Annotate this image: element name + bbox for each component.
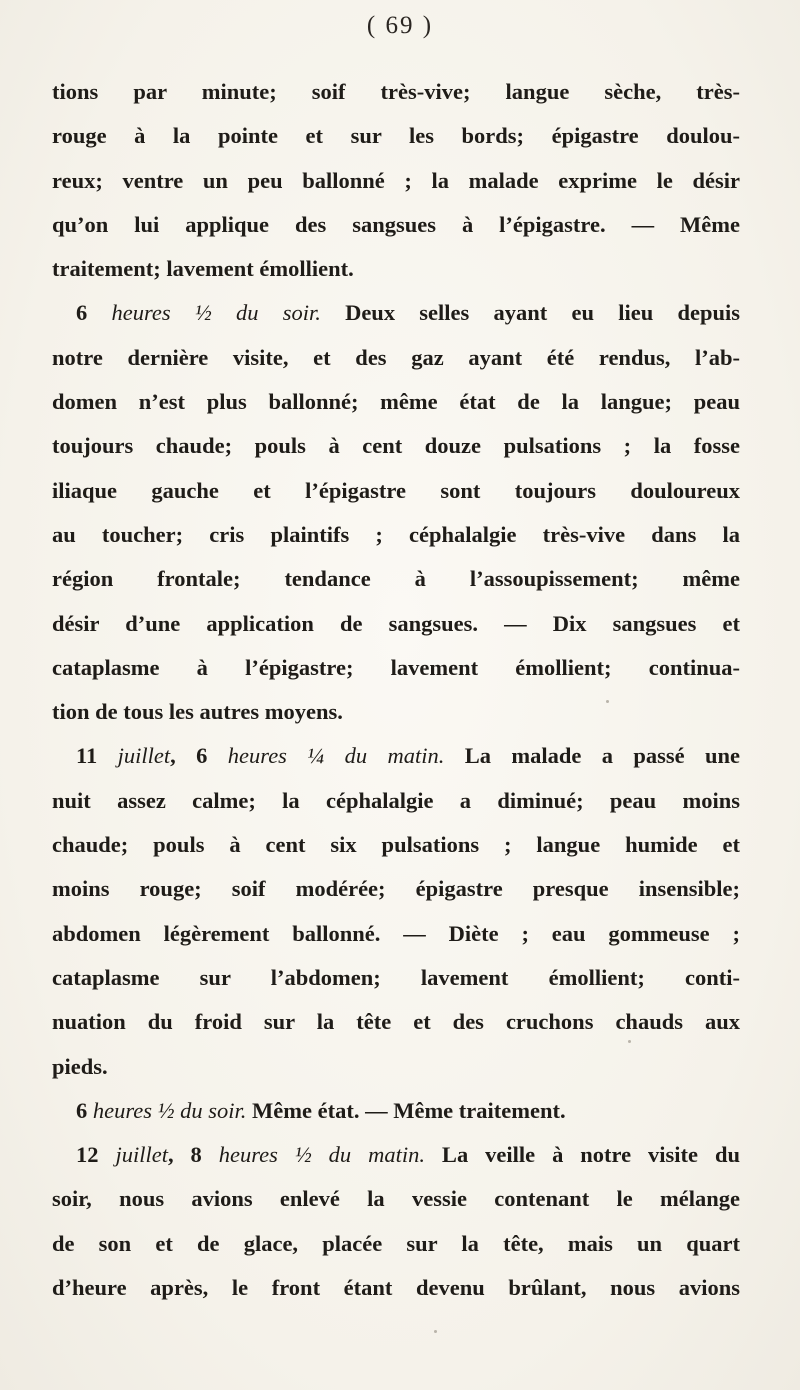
text-line xyxy=(52,70,740,114)
text-line xyxy=(52,779,740,823)
text-line xyxy=(52,380,740,424)
text-line xyxy=(52,469,740,513)
italic-run: heures ½ du matin. xyxy=(218,1142,425,1168)
text-run: cataplasme sur l’abdomen; lavement émollient; conti- xyxy=(52,964,740,990)
text-line xyxy=(52,734,740,778)
text-run: iliaque gauche et l’épigastre sont toujours douloureux xyxy=(52,477,740,503)
paper-speck xyxy=(434,1330,437,1333)
text-run: Même état. — Même traitement. xyxy=(246,1097,566,1123)
italic-run: juillet xyxy=(115,1142,168,1168)
text-line xyxy=(52,114,740,158)
text-line xyxy=(52,912,740,956)
text-run: chaude; pouls à cent six pulsations ; langue humide et xyxy=(52,832,740,858)
text-line xyxy=(52,159,740,203)
body-text xyxy=(52,70,740,1310)
text-run: soir, nous avions enlevé la vessie contenant le mélange xyxy=(52,1186,740,1212)
text-run: abdomen légèrement ballonné. — Diète ; eau gommeuse ; xyxy=(52,920,740,946)
text-line xyxy=(52,1045,740,1089)
italic-run: heures ½ du soir. xyxy=(92,1097,247,1123)
text-run: La malade a passé une xyxy=(444,743,740,769)
text-line xyxy=(52,956,740,1000)
text-run: notre dernière visite, et des gaz ayant été rendus, l’ab- xyxy=(52,344,740,370)
text-run: moins rouge; soif modérée; épigastre presque insensible; xyxy=(52,876,740,902)
text-run: nuit assez calme; la céphalalgie a diminué; peau moins xyxy=(52,787,740,813)
text-line xyxy=(52,690,740,734)
text-run: désir d’une application de sangsues. — Dix sangsues et xyxy=(52,610,740,636)
text-line xyxy=(52,336,740,380)
text-run: reux; ventre un peu ballonné ; la malade exprime le désir xyxy=(52,167,740,193)
paper-speck xyxy=(606,700,609,703)
text-run: La veille à notre visite du xyxy=(424,1142,740,1168)
italic-run: heures ½ du soir. xyxy=(111,300,321,326)
text-run: traitement; lavement émollient. xyxy=(52,256,354,282)
text-line xyxy=(52,1000,740,1044)
text-run: , 8 xyxy=(167,1142,219,1168)
text-line xyxy=(52,602,740,646)
text-run: toujours chaude; pouls à cent douze pulsations ; la fosse xyxy=(52,433,740,459)
text-run: au toucher; cris plaintifs ; céphalalgie très-vive dans la xyxy=(52,521,740,547)
text-line xyxy=(52,513,740,557)
text-line xyxy=(52,247,740,291)
text-run: pieds. xyxy=(52,1053,108,1079)
italic-run: juillet xyxy=(117,743,171,769)
text-run: qu’on lui applique des sangsues à l’épigastre. — Même xyxy=(52,211,740,237)
text-line xyxy=(52,557,740,601)
text-line xyxy=(52,1133,740,1177)
text-run: de son et de glace, placée sur la tête, mais un quart xyxy=(52,1230,740,1256)
text-run: 11 xyxy=(76,743,118,769)
page-number: ( 69 ) xyxy=(366,12,434,39)
text-line xyxy=(52,867,740,911)
text-run: 6 xyxy=(76,300,112,326)
text-run: tions par minute; soif très-vive; langue sèche, très- xyxy=(52,79,740,104)
text-line xyxy=(52,424,740,468)
text-run: 12 xyxy=(76,1142,116,1168)
text-line xyxy=(52,291,740,335)
italic-run: heures ¼ du matin. xyxy=(227,743,445,769)
text-run: nuation du froid sur la tête et des cruchons chauds aux xyxy=(52,1009,740,1035)
text-run: d’heure après, le front étant devenu brûlant, nous avions xyxy=(52,1275,740,1301)
text-line xyxy=(52,1177,740,1221)
text-line xyxy=(52,1089,740,1133)
text-line xyxy=(52,203,740,247)
text-line xyxy=(52,1266,740,1310)
text-run: 6 xyxy=(76,1097,93,1123)
paper-speck xyxy=(628,1040,631,1043)
text-line xyxy=(52,646,740,690)
text-run: Deux selles ayant eu lieu depuis xyxy=(320,300,740,326)
text-run: rouge à la pointe et sur les bords; épigastre doulou- xyxy=(52,123,740,149)
text-line xyxy=(52,1222,740,1266)
text-run: région frontale; tendance à l’assoupissement; même xyxy=(52,566,740,592)
text-run: , 6 xyxy=(170,743,228,769)
text-line xyxy=(52,823,740,867)
text-run: cataplasme à l’épigastre; lavement émollient; continua- xyxy=(52,654,740,680)
text-run: domen n’est plus ballonné; même état de la langue; peau xyxy=(52,389,740,415)
text-run: tion de tous les autres moyens. xyxy=(52,699,343,725)
